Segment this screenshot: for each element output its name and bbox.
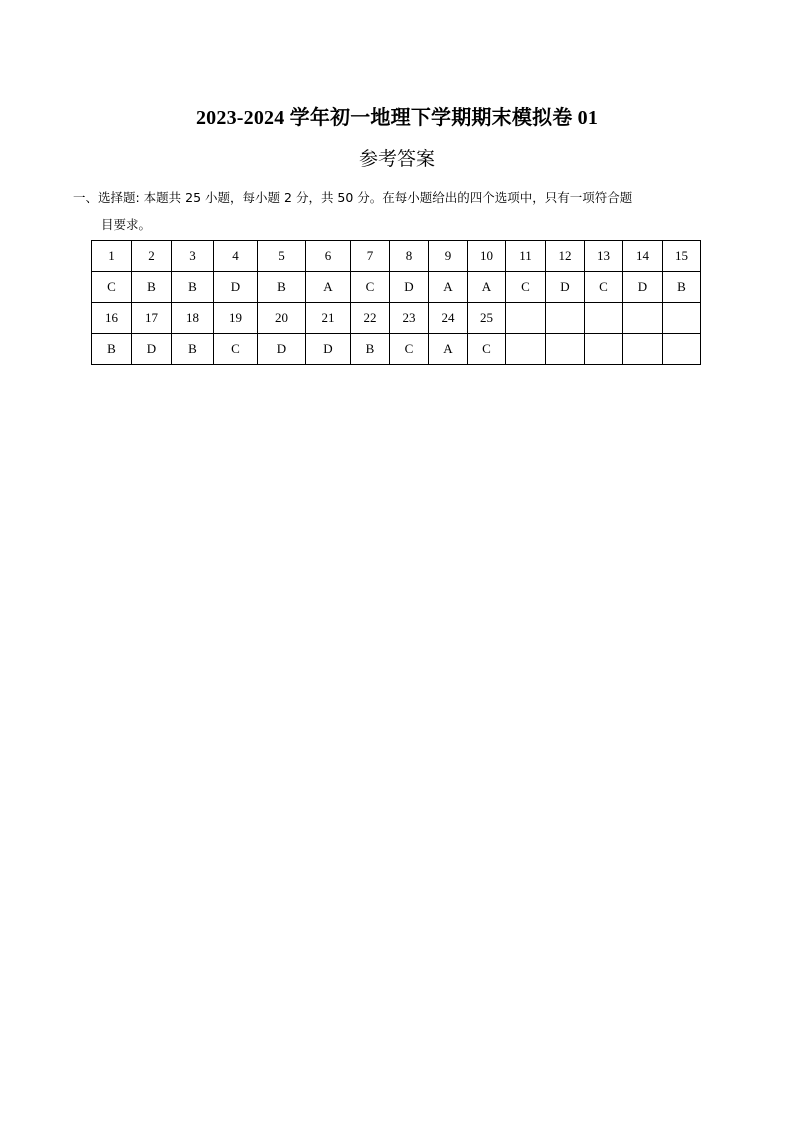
table-cell: C	[92, 272, 132, 303]
table-cell: 12	[546, 241, 585, 272]
table-cell: 6	[306, 241, 351, 272]
table-cell: A	[468, 272, 506, 303]
table-cell: 10	[468, 241, 506, 272]
table-cell: 3	[172, 241, 214, 272]
table-cell: C	[390, 334, 429, 365]
table-cell: B	[351, 334, 390, 365]
table-cell: 14	[623, 241, 663, 272]
table-cell: 21	[306, 303, 351, 334]
table-cell: A	[306, 272, 351, 303]
answer-row	[92, 334, 701, 365]
table-cell: 7	[351, 241, 390, 272]
table-cell: 25	[468, 303, 506, 334]
table-cell: 8	[390, 241, 429, 272]
table-cell	[663, 334, 701, 365]
table-cell: 23	[390, 303, 429, 334]
table-cell: 19	[214, 303, 258, 334]
table-cell: B	[258, 272, 306, 303]
table-cell: B	[663, 272, 701, 303]
table-cell: C	[468, 334, 506, 365]
answer-row	[92, 272, 701, 303]
section-intro	[73, 184, 733, 238]
table-cell	[585, 303, 623, 334]
table-cell	[546, 303, 585, 334]
table-cell	[506, 334, 546, 365]
question-number-row	[92, 303, 701, 334]
table-cell: 1	[92, 241, 132, 272]
table-cell: 22	[351, 303, 390, 334]
table-cell: 11	[506, 241, 546, 272]
table-cell: C	[506, 272, 546, 303]
table-cell: C	[585, 272, 623, 303]
section-intro-line2: 目要求。	[101, 217, 152, 232]
table-cell: 16	[92, 303, 132, 334]
table-cell	[546, 334, 585, 365]
table-cell: B	[172, 272, 214, 303]
table-cell: B	[92, 334, 132, 365]
table-cell: D	[132, 334, 172, 365]
table-cell: B	[172, 334, 214, 365]
table-cell: C	[214, 334, 258, 365]
section-intro-line1: 一、选择题: 本题共 25 小题，每小题 2 分，共 50 分。在每小题给出的四个选项中，只有一项符合题	[73, 190, 633, 205]
table-cell: 20	[258, 303, 306, 334]
table-cell: 17	[132, 303, 172, 334]
table-cell	[585, 334, 623, 365]
table-cell: D	[390, 272, 429, 303]
table-cell: 2	[132, 241, 172, 272]
table-cell: 5	[258, 241, 306, 272]
document-subtitle: 参考答案	[358, 148, 435, 170]
table-cell	[623, 334, 663, 365]
table-cell	[663, 303, 701, 334]
table-cell: D	[214, 272, 258, 303]
table-cell: C	[351, 272, 390, 303]
table-cell: D	[306, 334, 351, 365]
answer-table	[91, 240, 701, 365]
table-cell: 4	[214, 241, 258, 272]
document-title: 2023-2024 学年初一地理下学期期末模拟卷 01	[195, 107, 599, 129]
table-cell	[506, 303, 546, 334]
table-cell: A	[429, 272, 468, 303]
table-cell: 18	[172, 303, 214, 334]
table-cell: D	[623, 272, 663, 303]
table-cell: 24	[429, 303, 468, 334]
table-cell: D	[546, 272, 585, 303]
table-cell: 13	[585, 241, 623, 272]
question-number-row	[92, 241, 701, 272]
table-cell: B	[132, 272, 172, 303]
table-cell: 15	[663, 241, 701, 272]
table-cell	[623, 303, 663, 334]
table-cell: A	[429, 334, 468, 365]
table-cell: D	[258, 334, 306, 365]
table-cell: 9	[429, 241, 468, 272]
